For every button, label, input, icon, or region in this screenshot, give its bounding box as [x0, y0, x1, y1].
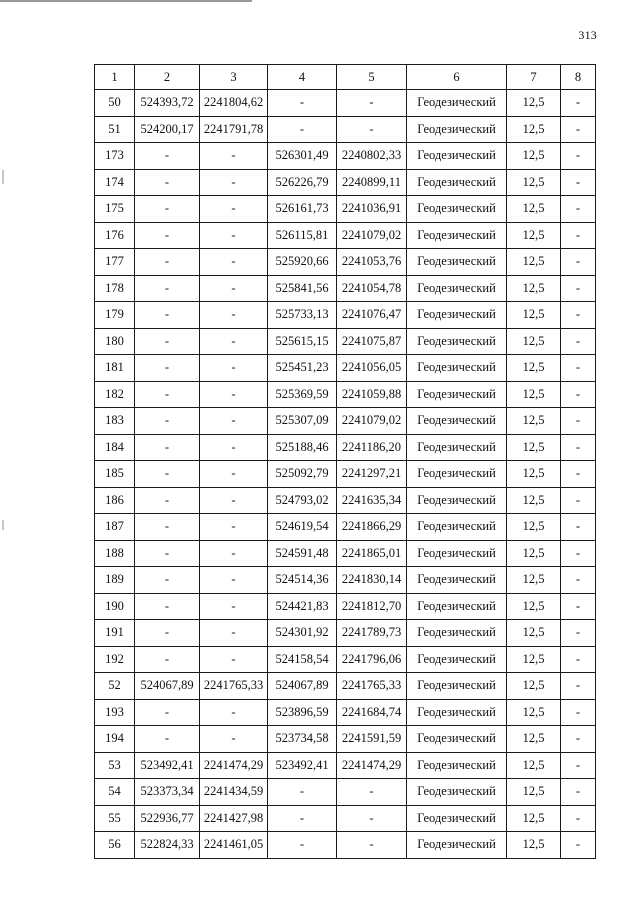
x-coord-2-cell: 524067,89 — [268, 673, 337, 700]
x-coord-2-cell: 523896,59 — [268, 699, 337, 726]
y-coord-2-cell: 2241812,70 — [337, 593, 407, 620]
y-coord-2-cell: 2240802,33 — [337, 143, 407, 170]
method-cell: Геодезический — [407, 779, 507, 806]
x-coord-1-cell: - — [135, 328, 200, 355]
table-row — [95, 620, 596, 647]
x-coord-1-cell: 524067,89 — [135, 673, 200, 700]
accuracy-cell: 12,5 — [507, 275, 561, 302]
point-number-cell: 183 — [95, 408, 135, 435]
accuracy-cell: 12,5 — [507, 726, 561, 753]
table-row — [95, 779, 596, 806]
method-cell: Геодезический — [407, 461, 507, 488]
x-coord-1-cell: - — [135, 540, 200, 567]
accuracy-cell: 12,5 — [507, 434, 561, 461]
method-cell: Геодезический — [407, 752, 507, 779]
accuracy-cell: 12,5 — [507, 116, 561, 143]
x-coord-2-cell: 524421,83 — [268, 593, 337, 620]
note-cell: - — [561, 805, 596, 832]
point-number-cell: 178 — [95, 275, 135, 302]
y-coord-1-cell: 2241434,59 — [200, 779, 268, 806]
accuracy-cell: 12,5 — [507, 620, 561, 647]
x-coord-2-cell: 524301,92 — [268, 620, 337, 647]
table-row — [95, 540, 596, 567]
x-coord-2-cell: 525841,56 — [268, 275, 337, 302]
note-cell: - — [561, 646, 596, 673]
method-cell: Геодезический — [407, 275, 507, 302]
y-coord-1-cell: 2241427,98 — [200, 805, 268, 832]
y-coord-2-cell: 2241789,73 — [337, 620, 407, 647]
accuracy-cell: 12,5 — [507, 779, 561, 806]
column-header-5: 5 — [337, 65, 407, 90]
table-row — [95, 567, 596, 594]
y-coord-2-cell: 2241054,78 — [337, 275, 407, 302]
column-header-6: 6 — [407, 65, 507, 90]
note-cell: - — [561, 275, 596, 302]
method-cell: Геодезический — [407, 355, 507, 382]
point-number-cell: 50 — [95, 90, 135, 117]
column-header-7: 7 — [507, 65, 561, 90]
column-header-3: 3 — [200, 65, 268, 90]
method-cell: Геодезический — [407, 249, 507, 276]
table-row — [95, 487, 596, 514]
table-row — [95, 646, 596, 673]
x-coord-1-cell: - — [135, 408, 200, 435]
y-coord-1-cell: - — [200, 222, 268, 249]
y-coord-1-cell: - — [200, 381, 268, 408]
point-number-cell: 173 — [95, 143, 135, 170]
method-cell: Геодезический — [407, 143, 507, 170]
method-cell: Геодезический — [407, 302, 507, 329]
point-number-cell: 51 — [95, 116, 135, 143]
y-coord-1-cell: - — [200, 646, 268, 673]
table-row — [95, 593, 596, 620]
note-cell: - — [561, 779, 596, 806]
x-coord-1-cell: - — [135, 726, 200, 753]
table-row — [95, 699, 596, 726]
y-coord-2-cell: 2241297,21 — [337, 461, 407, 488]
x-coord-1-cell: - — [135, 302, 200, 329]
y-coord-1-cell: - — [200, 487, 268, 514]
note-cell: - — [561, 302, 596, 329]
note-cell: - — [561, 434, 596, 461]
note-cell: - — [561, 222, 596, 249]
x-coord-1-cell: - — [135, 487, 200, 514]
y-coord-2-cell: - — [337, 805, 407, 832]
x-coord-1-cell: - — [135, 249, 200, 276]
accuracy-cell: 12,5 — [507, 567, 561, 594]
y-coord-1-cell: - — [200, 355, 268, 382]
accuracy-cell: 12,5 — [507, 222, 561, 249]
y-coord-1-cell: - — [200, 196, 268, 223]
accuracy-cell: 12,5 — [507, 328, 561, 355]
point-number-cell: 54 — [95, 779, 135, 806]
y-coord-1-cell: - — [200, 143, 268, 170]
method-cell: Геодезический — [407, 196, 507, 223]
x-coord-1-cell: 522824,33 — [135, 832, 200, 859]
x-coord-2-cell: 524514,36 — [268, 567, 337, 594]
y-coord-2-cell: 2240899,11 — [337, 169, 407, 196]
point-number-cell: 188 — [95, 540, 135, 567]
table-row — [95, 752, 596, 779]
y-coord-2-cell: 2241079,02 — [337, 222, 407, 249]
point-number-cell: 181 — [95, 355, 135, 382]
note-cell: - — [561, 540, 596, 567]
y-coord-2-cell: 2241079,02 — [337, 408, 407, 435]
point-number-cell: 194 — [95, 726, 135, 753]
method-cell: Геодезический — [407, 567, 507, 594]
note-cell: - — [561, 328, 596, 355]
x-coord-1-cell: - — [135, 143, 200, 170]
note-cell: - — [561, 381, 596, 408]
x-coord-1-cell: - — [135, 646, 200, 673]
note-cell: - — [561, 90, 596, 117]
accuracy-cell: 12,5 — [507, 646, 561, 673]
x-coord-2-cell: - — [268, 779, 337, 806]
y-coord-2-cell: 2241474,29 — [337, 752, 407, 779]
point-number-cell: 193 — [95, 699, 135, 726]
y-coord-1-cell: - — [200, 328, 268, 355]
y-coord-1-cell: - — [200, 461, 268, 488]
y-coord-2-cell: - — [337, 90, 407, 117]
column-header-4: 4 — [268, 65, 337, 90]
note-cell: - — [561, 196, 596, 223]
point-number-cell: 187 — [95, 514, 135, 541]
x-coord-2-cell: 525615,15 — [268, 328, 337, 355]
accuracy-cell: 12,5 — [507, 408, 561, 435]
accuracy-cell: 12,5 — [507, 90, 561, 117]
y-coord-2-cell: 2241059,88 — [337, 381, 407, 408]
y-coord-2-cell: 2241591,59 — [337, 726, 407, 753]
table-row — [95, 275, 596, 302]
y-coord-1-cell: - — [200, 302, 268, 329]
x-coord-2-cell: 524591,48 — [268, 540, 337, 567]
accuracy-cell: 12,5 — [507, 143, 561, 170]
y-coord-2-cell: 2241830,14 — [337, 567, 407, 594]
accuracy-cell: 12,5 — [507, 673, 561, 700]
accuracy-cell: 12,5 — [507, 514, 561, 541]
x-coord-1-cell: - — [135, 699, 200, 726]
method-cell: Геодезический — [407, 90, 507, 117]
note-cell: - — [561, 169, 596, 196]
accuracy-cell: 12,5 — [507, 381, 561, 408]
method-cell: Геодезический — [407, 381, 507, 408]
method-cell: Геодезический — [407, 699, 507, 726]
point-number-cell: 190 — [95, 593, 135, 620]
note-cell: - — [561, 699, 596, 726]
note-cell: - — [561, 249, 596, 276]
table-row — [95, 355, 596, 382]
x-coord-2-cell: 525920,66 — [268, 249, 337, 276]
method-cell: Геодезический — [407, 805, 507, 832]
table-row — [95, 116, 596, 143]
x-coord-2-cell: 526301,49 — [268, 143, 337, 170]
accuracy-cell: 12,5 — [507, 196, 561, 223]
accuracy-cell: 12,5 — [507, 249, 561, 276]
column-header-1: 1 — [95, 65, 135, 90]
accuracy-cell: 12,5 — [507, 487, 561, 514]
x-coord-1-cell: - — [135, 196, 200, 223]
note-cell: - — [561, 620, 596, 647]
table-row — [95, 461, 596, 488]
table-row — [95, 169, 596, 196]
scan-margin-mark — [2, 170, 4, 184]
y-coord-2-cell: 2241053,76 — [337, 249, 407, 276]
column-header-8: 8 — [561, 65, 596, 90]
method-cell: Геодезический — [407, 169, 507, 196]
x-coord-1-cell: - — [135, 461, 200, 488]
x-coord-2-cell: 525451,23 — [268, 355, 337, 382]
y-coord-1-cell: - — [200, 699, 268, 726]
x-coord-2-cell: 525188,46 — [268, 434, 337, 461]
point-number-cell: 189 — [95, 567, 135, 594]
table-row — [95, 196, 596, 223]
x-coord-2-cell: - — [268, 832, 337, 859]
note-cell: - — [561, 673, 596, 700]
y-coord-2-cell: - — [337, 832, 407, 859]
point-number-cell: 185 — [95, 461, 135, 488]
y-coord-2-cell: 2241075,87 — [337, 328, 407, 355]
x-coord-2-cell: - — [268, 805, 337, 832]
x-coord-2-cell: 526161,73 — [268, 196, 337, 223]
x-coord-2-cell: 524793,02 — [268, 487, 337, 514]
point-number-cell: 175 — [95, 196, 135, 223]
method-cell: Геодезический — [407, 487, 507, 514]
table-row — [95, 222, 596, 249]
y-coord-1-cell: - — [200, 540, 268, 567]
y-coord-1-cell: - — [200, 567, 268, 594]
y-coord-1-cell: - — [200, 249, 268, 276]
x-coord-1-cell: - — [135, 514, 200, 541]
x-coord-1-cell: 523373,34 — [135, 779, 200, 806]
accuracy-cell: 12,5 — [507, 302, 561, 329]
table-row — [95, 434, 596, 461]
accuracy-cell: 12,5 — [507, 593, 561, 620]
point-number-cell: 180 — [95, 328, 135, 355]
y-coord-2-cell: 2241036,91 — [337, 196, 407, 223]
point-number-cell: 53 — [95, 752, 135, 779]
y-coord-1-cell: - — [200, 169, 268, 196]
point-number-cell: 184 — [95, 434, 135, 461]
x-coord-2-cell: 526115,81 — [268, 222, 337, 249]
x-coord-1-cell: - — [135, 275, 200, 302]
x-coord-1-cell: 524393,72 — [135, 90, 200, 117]
table-row — [95, 514, 596, 541]
point-number-cell: 179 — [95, 302, 135, 329]
x-coord-2-cell: - — [268, 116, 337, 143]
y-coord-2-cell: 2241796,06 — [337, 646, 407, 673]
note-cell: - — [561, 514, 596, 541]
table-row — [95, 673, 596, 700]
y-coord-1-cell: - — [200, 726, 268, 753]
note-cell: - — [561, 408, 596, 435]
y-coord-2-cell: - — [337, 116, 407, 143]
y-coord-2-cell: 2241765,33 — [337, 673, 407, 700]
point-number-cell: 177 — [95, 249, 135, 276]
y-coord-1-cell: 2241765,33 — [200, 673, 268, 700]
point-number-cell: 56 — [95, 832, 135, 859]
accuracy-cell: 12,5 — [507, 169, 561, 196]
table-row — [95, 408, 596, 435]
note-cell: - — [561, 752, 596, 779]
table-row — [95, 805, 596, 832]
y-coord-1-cell: - — [200, 408, 268, 435]
method-cell: Геодезический — [407, 832, 507, 859]
method-cell: Геодезический — [407, 726, 507, 753]
x-coord-2-cell: - — [268, 90, 337, 117]
y-coord-2-cell: 2241684,74 — [337, 699, 407, 726]
x-coord-1-cell: - — [135, 169, 200, 196]
x-coord-1-cell: - — [135, 381, 200, 408]
method-cell: Геодезический — [407, 408, 507, 435]
accuracy-cell: 12,5 — [507, 832, 561, 859]
note-cell: - — [561, 143, 596, 170]
page-number: 313 — [578, 28, 597, 42]
y-coord-1-cell: 2241461,05 — [200, 832, 268, 859]
x-coord-1-cell: - — [135, 567, 200, 594]
y-coord-1-cell: - — [200, 275, 268, 302]
point-number-cell: 182 — [95, 381, 135, 408]
x-coord-1-cell: - — [135, 222, 200, 249]
y-coord-2-cell: 2241635,34 — [337, 487, 407, 514]
table-row — [95, 90, 596, 117]
x-coord-1-cell: 524200,17 — [135, 116, 200, 143]
x-coord-2-cell: 523734,58 — [268, 726, 337, 753]
column-header-2: 2 — [135, 65, 200, 90]
accuracy-cell: 12,5 — [507, 461, 561, 488]
x-coord-1-cell: - — [135, 620, 200, 647]
method-cell: Геодезический — [407, 434, 507, 461]
x-coord-1-cell: - — [135, 434, 200, 461]
point-number-cell: 55 — [95, 805, 135, 832]
point-number-cell: 191 — [95, 620, 135, 647]
accuracy-cell: 12,5 — [507, 540, 561, 567]
point-number-cell: 176 — [95, 222, 135, 249]
y-coord-1-cell: 2241804,62 — [200, 90, 268, 117]
accuracy-cell: 12,5 — [507, 752, 561, 779]
table-row — [95, 381, 596, 408]
method-cell: Геодезический — [407, 514, 507, 541]
y-coord-2-cell: - — [337, 779, 407, 806]
note-cell: - — [561, 593, 596, 620]
accuracy-cell: 12,5 — [507, 805, 561, 832]
table-header-row — [95, 65, 596, 90]
method-cell: Геодезический — [407, 673, 507, 700]
y-coord-2-cell: 2241056,05 — [337, 355, 407, 382]
method-cell: Геодезический — [407, 116, 507, 143]
x-coord-1-cell: 522936,77 — [135, 805, 200, 832]
note-cell: - — [561, 832, 596, 859]
method-cell: Геодезический — [407, 593, 507, 620]
table-row — [95, 249, 596, 276]
x-coord-2-cell: 525369,59 — [268, 381, 337, 408]
method-cell: Геодезический — [407, 646, 507, 673]
x-coord-2-cell: 525733,13 — [268, 302, 337, 329]
note-cell: - — [561, 487, 596, 514]
y-coord-2-cell: 2241865,01 — [337, 540, 407, 567]
point-number-cell: 52 — [95, 673, 135, 700]
table-row — [95, 143, 596, 170]
y-coord-1-cell: - — [200, 593, 268, 620]
y-coord-2-cell: 2241076,47 — [337, 302, 407, 329]
method-cell: Геодезический — [407, 620, 507, 647]
y-coord-1-cell: - — [200, 514, 268, 541]
accuracy-cell: 12,5 — [507, 355, 561, 382]
point-number-cell: 192 — [95, 646, 135, 673]
note-cell: - — [561, 355, 596, 382]
x-coord-2-cell: 525092,79 — [268, 461, 337, 488]
table-body — [95, 90, 596, 859]
y-coord-1-cell: - — [200, 620, 268, 647]
table-row — [95, 328, 596, 355]
y-coord-1-cell: - — [200, 434, 268, 461]
scan-margin-mark — [2, 520, 4, 530]
method-cell: Геодезический — [407, 540, 507, 567]
y-coord-2-cell: 2241186,20 — [337, 434, 407, 461]
y-coord-1-cell: 2241474,29 — [200, 752, 268, 779]
scan-top-rule — [0, 0, 252, 2]
note-cell: - — [561, 461, 596, 488]
point-number-cell: 186 — [95, 487, 135, 514]
x-coord-2-cell: 524619,54 — [268, 514, 337, 541]
method-cell: Геодезический — [407, 328, 507, 355]
x-coord-2-cell: 524158,54 — [268, 646, 337, 673]
y-coord-1-cell: 2241791,78 — [200, 116, 268, 143]
note-cell: - — [561, 726, 596, 753]
x-coord-2-cell: 526226,79 — [268, 169, 337, 196]
x-coord-2-cell: 523492,41 — [268, 752, 337, 779]
y-coord-2-cell: 2241866,29 — [337, 514, 407, 541]
accuracy-cell: 12,5 — [507, 699, 561, 726]
method-cell: Геодезический — [407, 222, 507, 249]
note-cell: - — [561, 116, 596, 143]
point-number-cell: 174 — [95, 169, 135, 196]
x-coord-1-cell: - — [135, 593, 200, 620]
table-row — [95, 726, 596, 753]
table-row — [95, 832, 596, 859]
x-coord-1-cell: - — [135, 355, 200, 382]
table-row — [95, 302, 596, 329]
x-coord-1-cell: 523492,41 — [135, 752, 200, 779]
coordinates-table — [94, 64, 596, 859]
x-coord-2-cell: 525307,09 — [268, 408, 337, 435]
note-cell: - — [561, 567, 596, 594]
